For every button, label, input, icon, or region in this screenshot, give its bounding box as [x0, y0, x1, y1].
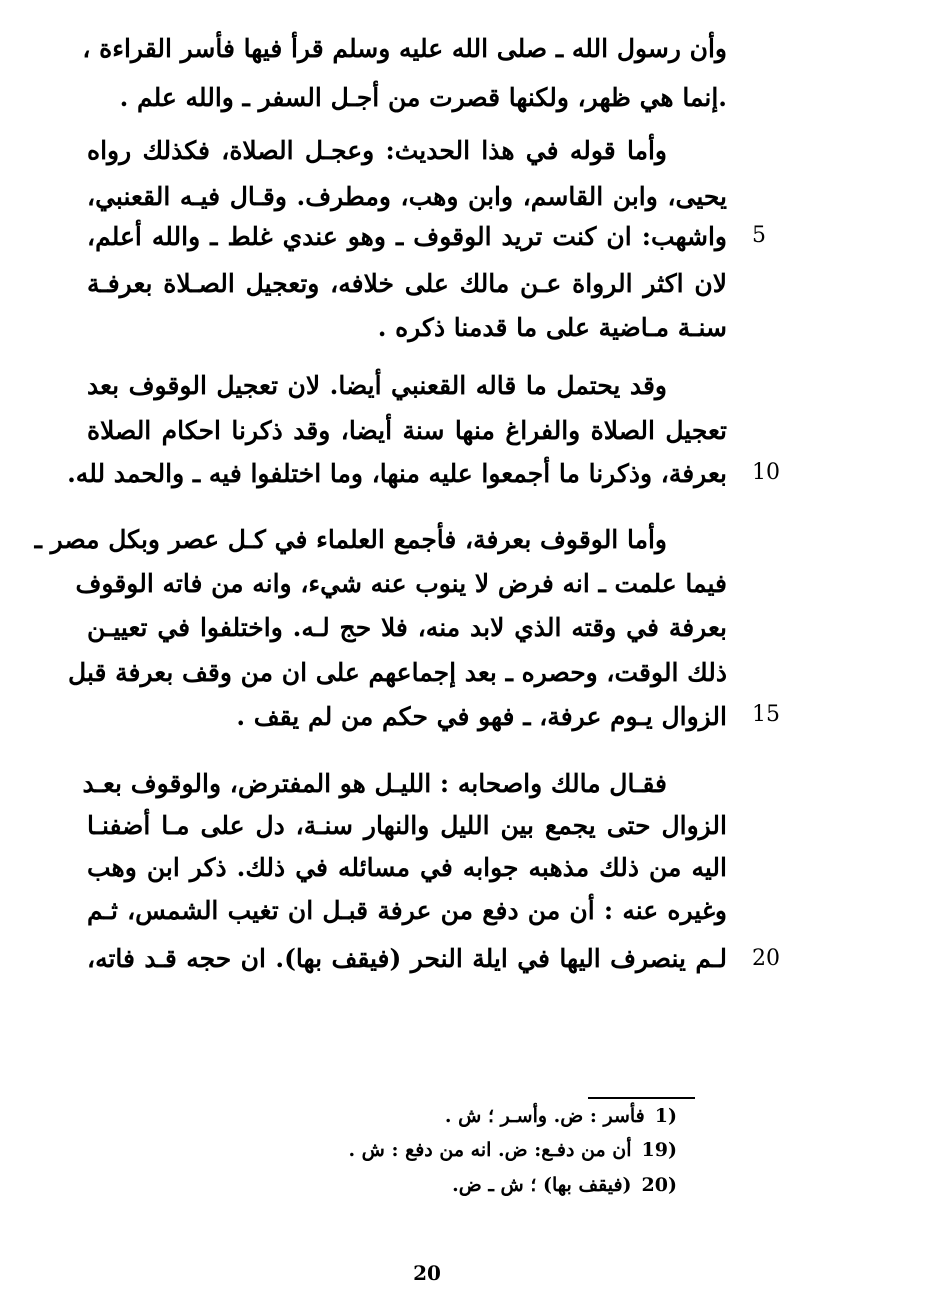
body-line-16: فقـال مالك واصحابه : الليـل هو المفترض، والوقوف بعـد: [82, 769, 667, 798]
footnote-1: [257, 1099, 677, 1133]
body-line-15: الزوال يـوم عرفة، ـ فهو في حكم من لم يقف .: [236, 702, 727, 731]
footnote-text: (فيقف بها) ؛ ش ـ ض.: [452, 1174, 632, 1196]
body-line-19: وغيره عنه : أن من دفع من عرفة قبـل ان تغيب الشمس، ثـم: [87, 896, 727, 925]
body-line-18: اليه من ذلك مذهبه جوابه في مسائله في ذلك. ذكر ابن وهب: [87, 853, 727, 882]
body-line-12: فيما علمت ـ انه فرض لا ينوب عنه شيء، وانه من فاته الوقوف: [75, 569, 727, 598]
body-line-9: تعجيل الصلاة والفراغ منها سنة أيضا، وقد ذكرنا احكام الصلاة: [87, 416, 727, 445]
body-line-17: الزوال حتى يجمع بين الليل والنهار سنـة، دل على مـا أضفنـا: [87, 811, 727, 840]
footnote-number: (19: [641, 1139, 677, 1161]
body-line-8: وقد يحتمل ما قاله القعنبي أيضا. لان تعجيل الوقوف بعد: [87, 371, 667, 400]
body-line-7: سنـة مـاضية على ما قدمنا ذكره .: [377, 313, 727, 342]
body-line-11: وأما الوقوف بعرفة، فأجمع العلماء في كـل عصر وبكل مصر ـ: [34, 525, 667, 554]
footnote-text: فأسر : ض. وأسـر ؛ ش .: [444, 1105, 645, 1127]
body-line-4: يحيى، وابن القاسم، وابن وهب، ومطرف. وقـال فيـه القعنبي،: [87, 182, 727, 211]
footnote-text: أن من دفـع: ض. انه من دفع : ش .: [348, 1139, 632, 1161]
body-line-14: ذلك الوقت، وحصره ـ بعد إجماعهم على ان من وقف بعرفة قبل: [68, 658, 727, 687]
body-line-3: وأما قوله في هذا الحديث: وعجـل الصلاة، فكذلك رواه: [87, 136, 667, 165]
footnote-20: [257, 1168, 677, 1202]
line-number-20: 20: [752, 946, 780, 971]
line-number-10: 10: [752, 460, 780, 485]
line-number-15: 15: [752, 702, 780, 727]
footnote-number: (1: [654, 1105, 677, 1127]
line-number-5: 5: [752, 223, 766, 248]
body-line-20: لـم ينصرف اليها في ايلة النحر (فيقف بها). ان حجه قـد فاته،: [87, 944, 727, 973]
body-line-2: .إنما هي ظهر، ولكنها قصرت من أجـل السفر ـ والله علم .: [119, 83, 727, 112]
body-line-5: واشهب: ان كنت تريد الوقوف ـ وهو عندي غلط ـ والله أعلم،: [87, 222, 727, 251]
page-number: 20: [413, 1261, 441, 1285]
footnote-number: (20: [641, 1174, 677, 1196]
body-line-10: بعرفة، وذكرنا ما أجمعوا عليه منها، وما اختلفوا فيه ـ والحمد لله.: [67, 459, 727, 488]
footnote-19: [257, 1133, 677, 1167]
body-line-6: لان اكثر الرواة عـن مالك على خلافه، وتعجيل الصـلاة بعرفـة: [87, 269, 727, 298]
body-line-1: وأن رسول الله ـ صلى الله عليه وسلم قرأ فيها فأسر القراءة ،: [82, 34, 727, 63]
body-line-13: بعرفة في وقته الذي لابد منه، فلا حج لـه. واختلفوا في تعييـن: [87, 613, 727, 642]
